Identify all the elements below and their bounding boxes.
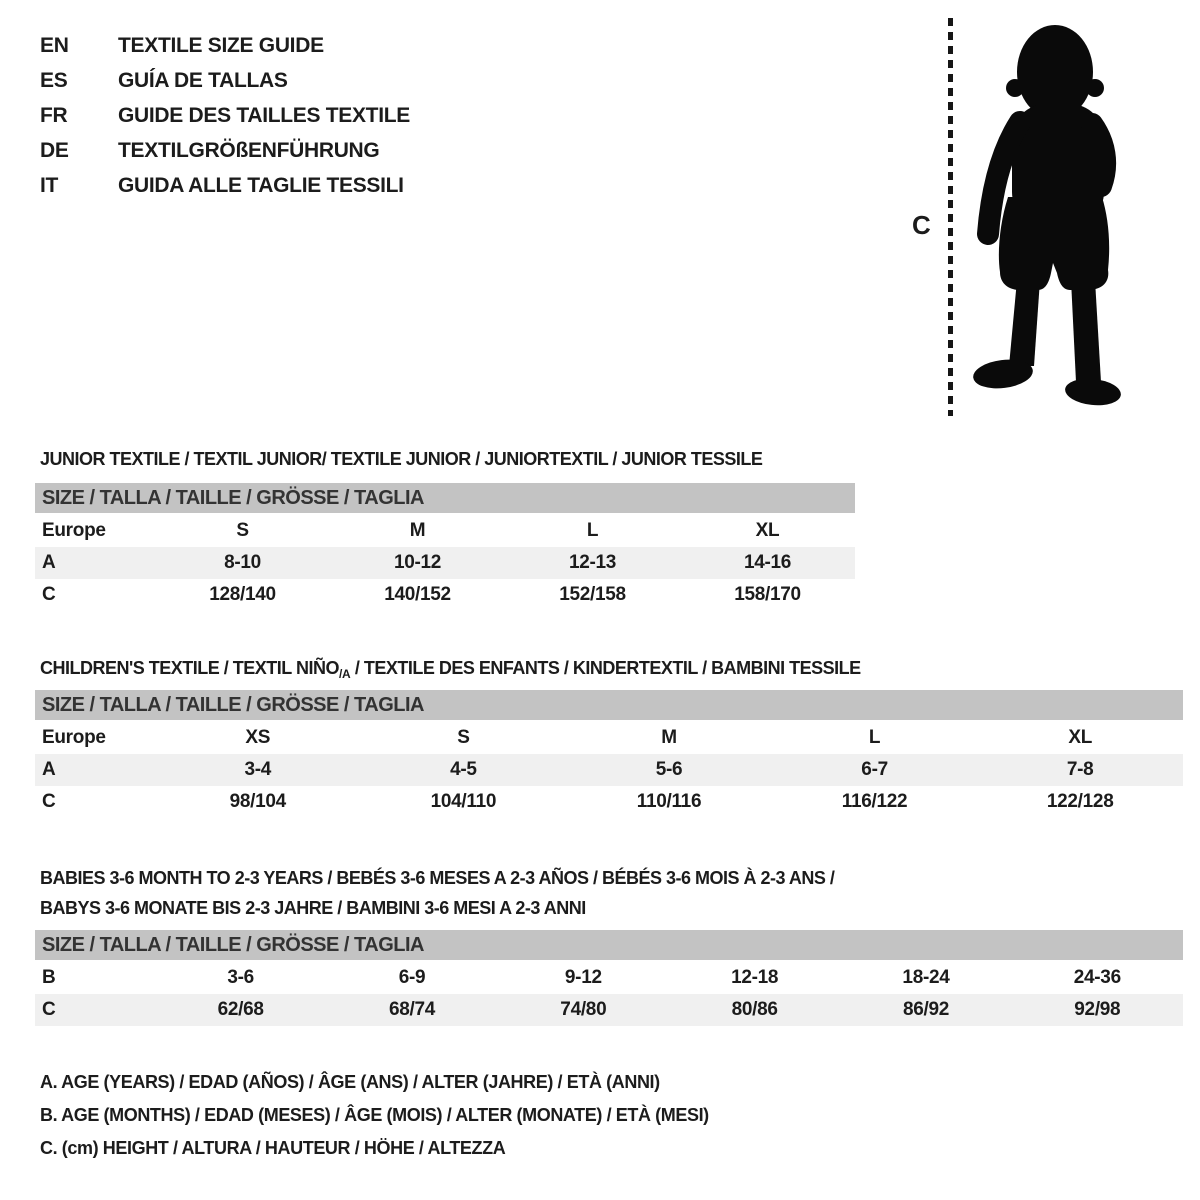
language-code: EN: [40, 33, 69, 57]
size-cell: 110/116: [636, 791, 702, 812]
size-cell: 104/110: [430, 791, 497, 812]
size-cell: 6-7: [861, 759, 888, 780]
height-measure-dashed-line: [948, 18, 953, 416]
babies-heading-line1: BABIES 3-6 MONTH TO 2-3 YEARS / BEBÉS 3-6 MESES A 2-3 AÑOS / BÉBÉS 3-6 MOIS À 2-3 ANS /: [40, 867, 835, 888]
size-cell: 86/92: [902, 999, 949, 1020]
size-cell: 152/158: [559, 584, 626, 605]
toddler-silhouette-icon: [960, 12, 1135, 422]
size-cell: 62/68: [217, 999, 264, 1020]
size-cell: 12-18: [731, 967, 779, 988]
language-code: FR: [40, 103, 68, 127]
row-label: A: [42, 759, 56, 780]
guide-title: GUIDA ALLE TAGLIE TESSILI: [118, 173, 404, 197]
children-size-table: [35, 690, 1183, 818]
size-cell: 18-24: [902, 967, 950, 988]
size-cell: 74/80: [560, 999, 607, 1020]
size-cell: 128/140: [209, 584, 276, 605]
size-cell: L: [586, 520, 599, 541]
language-row: [40, 63, 410, 98]
children-heading-text: / TEXTILE DES ENFANTS / KINDERTEXTIL / BAMBINI TESSILE: [350, 657, 861, 678]
table-row: [35, 547, 855, 579]
size-cell: 158/170: [734, 584, 801, 605]
row-label: A: [42, 552, 56, 573]
language-row: [40, 98, 410, 133]
size-cell: 92/98: [1074, 999, 1121, 1020]
legend-line-b: B. AGE (MONTHS) / EDAD (MESES) / ÂGE (MOIS) / ALTER (MONATE) / ETÀ (MESI): [40, 1105, 709, 1125]
table-row: [35, 722, 1183, 754]
size-cell: 140/152: [384, 584, 451, 605]
size-cell: 6-9: [398, 967, 426, 988]
size-cell: 7-8: [1066, 759, 1094, 780]
size-cell: 98/104: [229, 791, 286, 812]
children-section-heading: [40, 658, 861, 681]
size-cell: 14-16: [743, 552, 792, 573]
row-label: Europe: [42, 727, 106, 748]
table-row: [35, 962, 1183, 994]
row-label: Europe: [42, 520, 106, 541]
size-cell: M: [409, 520, 426, 541]
table-row: [35, 515, 855, 547]
size-cell: XL: [1068, 727, 1093, 748]
size-cell: 5-6: [655, 759, 683, 780]
language-row: [40, 28, 410, 63]
size-cell: M: [661, 727, 677, 748]
size-cell: 10-12: [393, 552, 442, 573]
height-measure-label: C: [912, 210, 931, 240]
babies-size-table: [35, 930, 1183, 1026]
row-label: C: [42, 791, 56, 812]
size-cell: S: [236, 520, 249, 541]
legend-line-a: A. AGE (YEARS) / EDAD (AÑOS) / ÂGE (ANS) / ALTER (JAHRE) / ETÀ (ANNI): [40, 1072, 660, 1092]
junior-size-table: [35, 483, 855, 611]
table-header-bar: SIZE / TALLA / TAILLE / GRÖSSE / TAGLIA: [35, 930, 1183, 960]
language-code: DE: [40, 138, 69, 162]
size-cell: 9-12: [564, 967, 602, 988]
language-row: [40, 133, 410, 168]
table-row: [35, 754, 1183, 786]
babies-heading-line2: BABYS 3-6 MONATE BIS 2-3 JAHRE / BAMBINI 3-6 MESI A 2-3 ANNI: [40, 897, 586, 918]
row-label: C: [42, 584, 56, 605]
guide-title: GUÍA DE TALLAS: [118, 68, 288, 92]
table-header-bar: SIZE / TALLA / TAILLE / GRÖSSE / TAGLIA: [35, 483, 855, 513]
row-label: C: [42, 999, 56, 1020]
size-cell: 12-13: [568, 552, 617, 573]
size-cell: 116/122: [841, 791, 908, 812]
language-row: [40, 168, 410, 203]
guide-title: GUIDE DES TAILLES TEXTILE: [118, 103, 410, 127]
size-cell: 3-4: [244, 759, 272, 780]
table-row: [35, 994, 1183, 1026]
language-code: ES: [40, 68, 68, 92]
size-cell: S: [457, 727, 470, 748]
size-cell: 4-5: [450, 759, 477, 780]
children-heading-subscript: /A: [338, 666, 351, 681]
babies-section-heading: [40, 863, 834, 923]
table-row: [35, 786, 1183, 818]
size-cell: 8-10: [224, 552, 261, 573]
junior-section-heading: JUNIOR TEXTILE / TEXTIL JUNIOR/ TEXTILE JUNIOR / JUNIORTEXTIL / JUNIOR TESSILE: [40, 448, 763, 469]
children-heading-text: CHILDREN'S TEXTILE / TEXTIL NIÑO: [40, 657, 339, 678]
table-row: [35, 579, 855, 611]
language-title-list: [40, 28, 410, 203]
language-code: IT: [40, 173, 59, 197]
size-cell: 122/128: [1046, 791, 1114, 812]
table-header-bar: SIZE / TALLA / TAILLE / GRÖSSE / TAGLIA: [35, 690, 1183, 720]
size-cell: L: [868, 727, 881, 748]
guide-title: TEXTILGRÖßENFÜHRUNG: [118, 138, 380, 162]
size-cell: 80/86: [731, 999, 778, 1020]
measurement-legend: [40, 1066, 709, 1165]
guide-title: TEXTILE SIZE GUIDE: [118, 33, 324, 57]
size-cell: XL: [755, 520, 780, 541]
size-cell: XS: [245, 727, 271, 748]
size-cell: 24-36: [1073, 967, 1121, 988]
legend-line-c: C. (cm) HEIGHT / ALTURA / HAUTEUR / HÖHE / ALTEZZA: [40, 1138, 506, 1158]
row-label: B: [42, 967, 56, 988]
size-cell: 68/74: [388, 999, 436, 1020]
size-cell: 3-6: [227, 967, 254, 988]
